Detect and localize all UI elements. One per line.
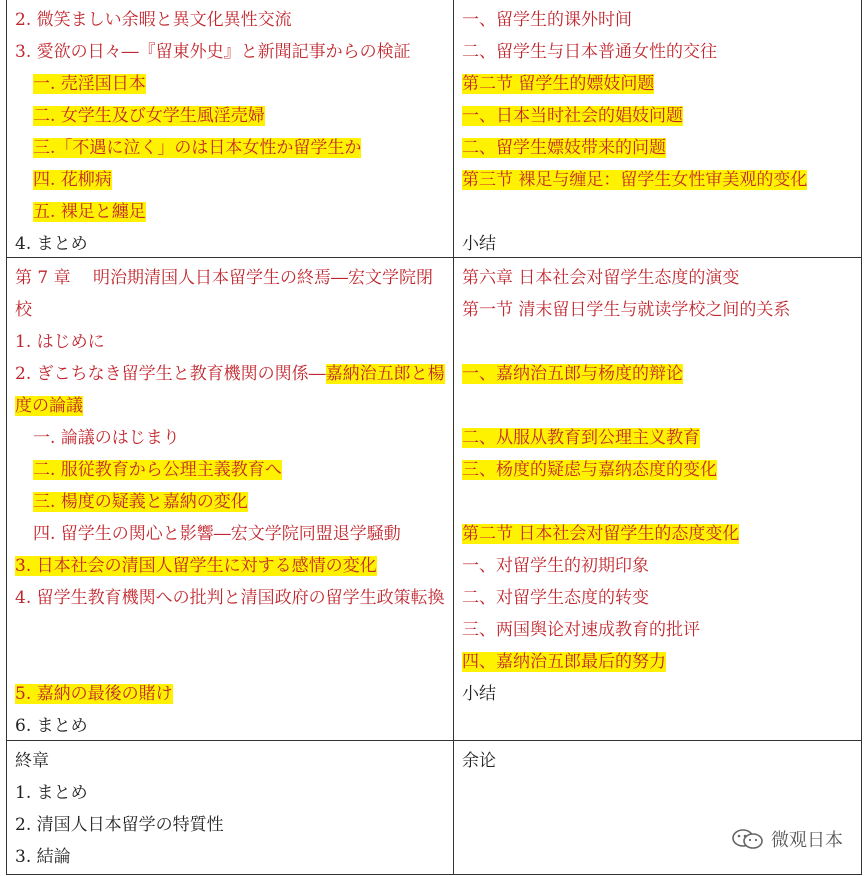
- line-text: 3. 結論: [15, 847, 71, 867]
- line-text: 1. まとめ: [15, 783, 88, 803]
- left-line: [15, 100, 447, 132]
- line-text: 2. 清国人日本留学の特質性: [15, 815, 224, 835]
- line-text-highlighted: 一、日本当时社会的娼妓问题: [461, 106, 683, 126]
- right-line: [462, 164, 855, 196]
- line-text: 6. まとめ: [15, 716, 88, 736]
- blank-line: [462, 390, 855, 422]
- line-text: 一. 論議のはじまり: [33, 428, 180, 448]
- blank-line: [462, 486, 855, 518]
- chinese-outline-cell: [454, 258, 861, 740]
- right-line: [462, 68, 855, 100]
- right-line: [462, 100, 855, 132]
- watermark-text: 微观日本: [771, 830, 843, 851]
- left-line: [15, 358, 447, 422]
- left-line: [15, 68, 447, 100]
- left-line: [15, 582, 447, 646]
- right-line: [462, 745, 855, 777]
- left-line: [15, 678, 447, 710]
- line-text-highlighted: 二、从服从教育到公理主义教育: [461, 428, 700, 448]
- line-text-highlighted: 二. 服従教育から公理主義教育へ: [33, 460, 282, 480]
- left-line: [15, 710, 447, 742]
- line-text-highlighted: 第二节 日本社会对留学生的态度变化: [461, 524, 740, 544]
- left-line: [15, 454, 447, 486]
- table-row: [6, 741, 862, 875]
- right-line: [462, 132, 855, 164]
- line-text-highlighted: 二、留学生嫖妓带来的问题: [461, 138, 666, 158]
- line-text: 余论: [461, 751, 496, 771]
- left-line: [15, 745, 447, 777]
- line-text-highlighted: 一、嘉纳治五郎与杨度的辩论: [461, 364, 683, 384]
- line-text-highlighted: 3. 日本社会の清国人留学生に対する感情の変化: [15, 556, 377, 576]
- line-text: 小结: [461, 684, 496, 704]
- right-line: [462, 4, 855, 36]
- chinese-outline-cell: [454, 0, 861, 257]
- left-line: [15, 132, 447, 164]
- line-text-highlighted: 5. 嘉納の最後の賭け: [15, 684, 173, 704]
- line-text: 第 7 章 明治期清国人日本留学生の終焉―宏文学院閉校: [15, 268, 434, 320]
- line-text-highlighted: 三、杨度的疑虑与嘉纳态度的变化: [461, 460, 717, 480]
- left-line: [15, 809, 447, 841]
- line-text: 四. 留学生の関心と影響―宏文学院同盟退学騒動: [33, 524, 401, 544]
- line-text: 4. まとめ: [15, 234, 88, 254]
- left-line: [15, 4, 447, 36]
- comparison-table: [6, 0, 862, 875]
- line-text: 一、留学生的课外时间: [461, 10, 632, 30]
- line-text-highlighted: 四、嘉纳治五郎最后的努力: [461, 652, 666, 672]
- line-text: 1. はじめに: [15, 332, 105, 352]
- left-line: [15, 228, 447, 260]
- right-line: [462, 550, 855, 582]
- japanese-outline-cell: [7, 741, 454, 874]
- line-text: 第一节 清末留日学生与就读学校之间的关系: [461, 300, 791, 320]
- japanese-outline-cell: [7, 0, 454, 257]
- left-line: [15, 196, 447, 228]
- line-text: 終章: [15, 751, 49, 771]
- watermark: [731, 826, 843, 852]
- right-line: [462, 262, 855, 294]
- line-text-highlighted: 第二节 留学生的嫖妓问题: [461, 74, 655, 94]
- table-row: [6, 258, 862, 741]
- left-line: [15, 518, 447, 550]
- left-line: [15, 164, 447, 196]
- line-text: 三、两国舆论对速成教育的批评: [461, 620, 700, 640]
- line-text: 2. ぎこちなき留学生と教育機関の関係―: [15, 364, 326, 384]
- left-line: [15, 36, 447, 68]
- line-text: 小结: [461, 234, 496, 254]
- right-line: [462, 582, 855, 614]
- left-line: [15, 841, 447, 873]
- right-line: [462, 678, 855, 710]
- line-text: 3. 愛欲の日々―『留東外史』と新聞記事からの検証: [15, 42, 411, 62]
- right-line: [462, 358, 855, 390]
- right-line: [462, 454, 855, 486]
- right-line: [462, 422, 855, 454]
- line-text-highlighted: 一. 売淫国日本: [33, 74, 146, 94]
- left-line: [15, 486, 447, 518]
- wechat-icon: [731, 828, 765, 850]
- line-text-highlighted: 第三节 裸足与缠足：留学生女性审美观的变化: [461, 170, 808, 190]
- left-line: [15, 550, 447, 582]
- japanese-outline-cell: [7, 258, 454, 740]
- blank-line: [15, 646, 447, 678]
- chinese-outline-cell: [454, 741, 861, 874]
- left-line: [15, 326, 447, 358]
- line-text: 2. 微笑ましい余暇と異文化異性交流: [15, 10, 292, 30]
- blank-line: [462, 326, 855, 358]
- line-text: 二、对留学生态度的转变: [461, 588, 649, 608]
- right-line: [462, 228, 855, 260]
- line-text-highlighted: 五. 裸足と纏足: [33, 202, 146, 222]
- left-line: [15, 422, 447, 454]
- line-text: 第六章 日本社会对留学生态度的演变: [461, 268, 740, 288]
- line-text-highlighted: 三. 楊度の疑義と嘉納の変化: [33, 492, 248, 512]
- right-line: [462, 646, 855, 678]
- line-text-highlighted: 三.「不遇に泣く」のは日本女性か留学生か: [33, 138, 362, 158]
- right-line: [462, 614, 855, 646]
- left-line: [15, 777, 447, 809]
- table-row: [6, 0, 862, 258]
- left-line: [15, 262, 447, 326]
- line-text-highlighted: 二. 女学生及び女学生風淫売婦: [33, 106, 265, 126]
- line-text: 二、留学生与日本普通女性的交往: [461, 42, 717, 62]
- right-line: [462, 36, 855, 68]
- right-line: [462, 294, 855, 326]
- line-text: 一、对留学生的初期印象: [461, 556, 649, 576]
- line-text: 4. 留学生教育機関への批判と清国政府の留学生政策転換: [15, 588, 445, 608]
- blank-line: [462, 196, 855, 228]
- line-text-highlighted: 嘉納治五郎と楊度の論議: [15, 364, 445, 416]
- line-text-highlighted: 四. 花柳病: [33, 170, 112, 190]
- right-line: [462, 518, 855, 550]
